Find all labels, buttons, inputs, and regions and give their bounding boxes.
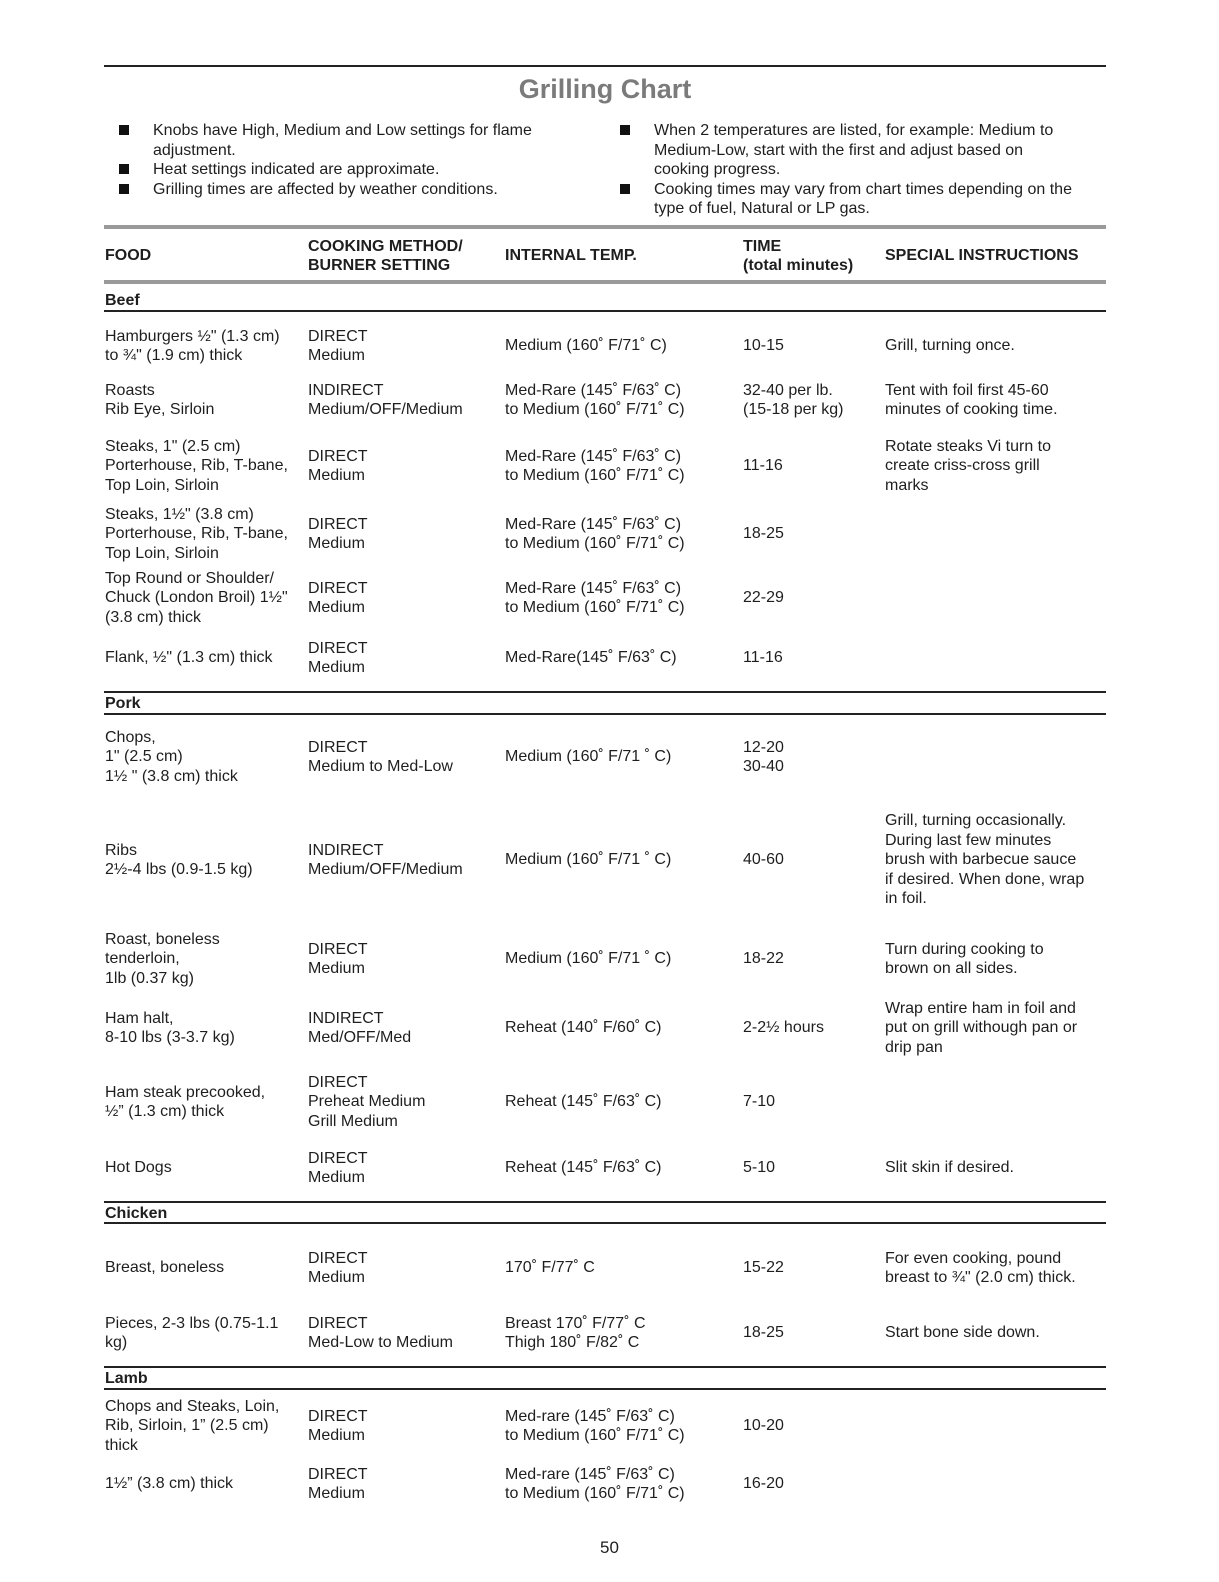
- page-number: 50: [600, 1538, 619, 1557]
- time-text: 15-22: [743, 1259, 784, 1277]
- method-text: DIRECT Medium: [308, 579, 368, 616]
- cell-instructions: [885, 1396, 1105, 1456]
- method-text: DIRECT Medium: [308, 1465, 368, 1502]
- cell-instructions: [885, 1072, 1105, 1132]
- cell-method: [308, 929, 503, 989]
- food-text: Roasts Rib Eye, Sirloin: [105, 381, 215, 418]
- cell-food: [105, 504, 305, 564]
- time-text: 22-29: [743, 589, 784, 607]
- cell-method: [308, 1464, 503, 1504]
- cell-method: [308, 810, 503, 910]
- method-text: DIRECT Medium: [308, 447, 368, 484]
- section-rule: [104, 1222, 1106, 1224]
- cell-time: [743, 727, 883, 787]
- cell-instructions: [885, 1148, 1105, 1188]
- instructions-text: Grill, turning occasionally. During last few minutes brush with barbecue sauce if desired. When done, wrap in foil.: [885, 812, 1085, 908]
- time-text: 11-16: [743, 649, 783, 667]
- cell-temp: [505, 998, 740, 1058]
- method-text: DIRECT Medium: [308, 515, 368, 552]
- cell-method: [308, 568, 503, 628]
- food-text: Ham halt, 8-10 lbs (3-3.7 kg): [105, 1009, 235, 1046]
- cell-method: [308, 727, 503, 787]
- cell-temp: [505, 638, 740, 678]
- bullet-square-icon: [119, 184, 129, 194]
- cell-time: [743, 326, 883, 366]
- cell-food: [105, 727, 305, 787]
- cell-method: [308, 380, 503, 420]
- section-header: Pork: [105, 695, 141, 712]
- temp-text: Med-rare (145˚ F/63˚ C) to Medium (160˚ F/71˚ C): [505, 1465, 685, 1502]
- time-text: 18-22: [743, 950, 784, 968]
- temp-text: Med-Rare(145˚ F/63˚ C): [505, 649, 677, 667]
- food-text: Chops, 1" (2.5 cm) 1½ " (3.8 cm) thick: [105, 728, 238, 785]
- note-item: When 2 temperatures are listed, for example: Medium to Medium-Low, start with the first and adjust based on cooking progress.: [605, 121, 1105, 180]
- instructions-text: For even cooking, pound breast to ¾" (2.0 cm) thick.: [885, 1249, 1076, 1286]
- cell-instructions: [885, 810, 1105, 910]
- cell-food: [105, 929, 305, 989]
- temp-text: Reheat (145˚ F/63˚ C): [505, 1093, 662, 1111]
- food-text: 1½” (3.8 cm) thick: [105, 1475, 234, 1493]
- temp-text: Medium (160˚ F/71 ˚ C): [505, 748, 672, 766]
- top-rule: [104, 65, 1106, 67]
- cell-instructions: [885, 638, 1105, 678]
- method-text: INDIRECT Medium/OFF/Medium: [308, 841, 463, 878]
- cell-time: [743, 998, 883, 1058]
- cell-time: [743, 929, 883, 989]
- temp-text: Medium (160˚ F/71 ˚ C): [505, 851, 672, 869]
- section-end-rule: [104, 691, 1106, 693]
- time-text: 2-2½ hours: [743, 1019, 824, 1037]
- cell-temp: [505, 1464, 740, 1504]
- food-text: Hamburgers ½" (1.3 cm) to ¾" (1.9 cm) thick: [105, 327, 280, 364]
- time-text: 10-15: [743, 337, 784, 355]
- food-text: Steaks, 1½" (3.8 cm) Porterhouse, Rib, T-bane, Top Loin, Sirloin: [105, 505, 288, 562]
- temp-text: Reheat (140˚ F/60˚ C): [505, 1019, 662, 1037]
- instructions-text: Rotate steaks Vi turn to create criss-cross grill marks: [885, 437, 1052, 494]
- cell-method: [308, 1148, 503, 1188]
- instructions-text: Wrap entire ham in foil and put on grill withough pan or drip pan: [885, 999, 1078, 1056]
- cell-method: [308, 326, 503, 366]
- cell-instructions: [885, 727, 1105, 787]
- cell-food: [105, 1072, 305, 1132]
- cell-instructions: [885, 504, 1105, 564]
- temp-text: Reheat (145˚ F/63˚ C): [505, 1159, 662, 1177]
- cell-temp: [505, 810, 740, 910]
- cell-method: [308, 1313, 503, 1353]
- col-header-time: TIME (total minutes): [743, 237, 854, 274]
- cell-food: [105, 568, 305, 628]
- cell-method: [308, 1072, 503, 1132]
- section-rule: [104, 713, 1106, 715]
- food-text: Hot Dogs: [105, 1159, 172, 1177]
- cell-temp: [505, 380, 740, 420]
- section-rule: [104, 1388, 1106, 1390]
- time-text: 16-20: [743, 1475, 784, 1493]
- cell-food: [105, 1396, 305, 1456]
- cell-time: [743, 1248, 883, 1288]
- time-text: 5-10: [743, 1159, 776, 1177]
- instructions-text: Start bone side down.: [885, 1324, 1040, 1342]
- time-text: 10-20: [743, 1417, 784, 1435]
- col-header-method: COOKING METHOD/ BURNER SETTING: [308, 237, 463, 274]
- cell-instructions: [885, 1248, 1105, 1288]
- cell-time: [743, 1464, 883, 1504]
- cell-instructions: [885, 380, 1105, 420]
- food-text: Ribs 2½-4 lbs (0.9-1.5 kg): [105, 841, 253, 878]
- cell-method: [308, 504, 503, 564]
- section-end-rule: [104, 1366, 1106, 1368]
- food-text: Top Round or Shoulder/ Chuck (London Broil) 1½" (3.8 cm) thick: [105, 569, 288, 626]
- page-title: Grilling Chart: [518, 74, 692, 104]
- temp-text: Med-Rare (145˚ F/63˚ C) to Medium (160˚ F/71˚ C): [505, 579, 685, 616]
- section-header: Chicken: [105, 1205, 168, 1222]
- food-text: Ham steak precooked, ½” (1.3 cm) thick: [105, 1083, 266, 1120]
- method-text: DIRECT Medium: [308, 327, 368, 364]
- instructions-text: Turn during cooking to brown on all sides.: [885, 940, 1044, 977]
- cell-temp: [505, 1396, 740, 1456]
- cell-temp: [505, 436, 740, 496]
- method-text: DIRECT Medium to Med-Low: [308, 738, 453, 775]
- cell-method: [308, 998, 503, 1058]
- cell-food: [105, 1464, 305, 1504]
- time-text: 40-60: [743, 851, 784, 869]
- cell-food: [105, 638, 305, 678]
- notes-left: [104, 121, 574, 199]
- note-item: Cooking times may vary from chart times depending on the type of fuel, Natural or LP gas.: [605, 180, 1105, 219]
- bullet-square-icon: [119, 125, 129, 135]
- temp-text: Medium (160˚ F/71 ˚ C): [505, 950, 672, 968]
- cell-time: [743, 1313, 883, 1353]
- cell-temp: [505, 1148, 740, 1188]
- time-text: 18-25: [743, 1324, 784, 1342]
- cell-temp: [505, 504, 740, 564]
- cell-time: [743, 1148, 883, 1188]
- instructions-text: Tent with foil first 45-60 minutes of cooking time.: [885, 381, 1058, 418]
- cell-food: [105, 1313, 305, 1353]
- temp-text: Medium (160˚ F/71˚ C): [505, 337, 667, 355]
- time-text: 32-40 per lb. (15-18 per kg): [743, 381, 844, 418]
- col-header-food: FOOD: [105, 247, 152, 265]
- cell-temp: [505, 929, 740, 989]
- cell-method: [308, 1248, 503, 1288]
- header-rule-top: [104, 225, 1106, 229]
- bullet-square-icon: [620, 184, 630, 194]
- cell-food: [105, 326, 305, 366]
- method-text: DIRECT Med-Low to Medium: [308, 1314, 453, 1351]
- method-text: DIRECT Medium: [308, 639, 368, 676]
- method-text: DIRECT Medium: [308, 1407, 368, 1444]
- temp-text: Med-Rare (145˚ F/63˚ C) to Medium (160˚ F/71˚ C): [505, 381, 685, 418]
- method-text: INDIRECT Med/OFF/Med: [308, 1009, 412, 1046]
- cell-instructions: [885, 929, 1105, 989]
- cell-instructions: [885, 1313, 1105, 1353]
- food-text: Steaks, 1" (2.5 cm) Porterhouse, Rib, T-bane, Top Loin, Sirloin: [105, 437, 288, 494]
- food-text: Roast, boneless tenderloin, 1lb (0.37 kg): [105, 930, 220, 987]
- col-header-instructions: SPECIAL INSTRUCTIONS: [885, 247, 1079, 265]
- cell-method: [308, 638, 503, 678]
- bullet-square-icon: [119, 164, 129, 174]
- instructions-text: Slit skin if desired.: [885, 1159, 1014, 1177]
- time-text: 18-25: [743, 525, 784, 543]
- cell-time: [743, 1072, 883, 1132]
- cell-instructions: [885, 436, 1105, 496]
- temp-text: Med-Rare (145˚ F/63˚ C) to Medium (160˚ F/71˚ C): [505, 447, 685, 484]
- cell-temp: [505, 1072, 740, 1132]
- cell-method: [308, 1396, 503, 1456]
- cell-instructions: [885, 1464, 1105, 1504]
- note-item: Knobs have High, Medium and Low settings for flame adjustment.: [104, 121, 574, 160]
- method-text: DIRECT Medium: [308, 940, 368, 977]
- note-item: Heat settings indicated are approximate.: [104, 160, 574, 180]
- cell-temp: [505, 727, 740, 787]
- cell-time: [743, 1396, 883, 1456]
- cell-temp: [505, 568, 740, 628]
- temp-text: Med-Rare (145˚ F/63˚ C) to Medium (160˚ F/71˚ C): [505, 515, 685, 552]
- header-rule-bottom: [104, 280, 1106, 284]
- cell-instructions: [885, 326, 1105, 366]
- temp-text: Med-rare (145˚ F/63˚ C) to Medium (160˚ F/71˚ C): [505, 1407, 685, 1444]
- time-text: 11-16: [743, 457, 783, 475]
- section-header: Beef: [105, 292, 140, 309]
- cell-time: [743, 380, 883, 420]
- method-text: DIRECT Medium: [308, 1249, 368, 1286]
- cell-food: [105, 810, 305, 910]
- cell-food: [105, 436, 305, 496]
- col-header-temp: INTERNAL TEMP.: [505, 247, 637, 265]
- cell-time: [743, 810, 883, 910]
- section-rule: [104, 310, 1106, 312]
- food-text: Chops and Steaks, Loin, Rib, Sirloin, 1” (2.5 cm) thick: [105, 1397, 280, 1454]
- food-text: Breast, boneless: [105, 1259, 225, 1277]
- instructions-text: Grill, turning once.: [885, 337, 1015, 355]
- cell-time: [743, 436, 883, 496]
- cell-method: [308, 436, 503, 496]
- cell-instructions: [885, 998, 1105, 1058]
- cell-food: [105, 1248, 305, 1288]
- cell-food: [105, 1148, 305, 1188]
- cell-food: [105, 380, 305, 420]
- time-text: 7-10: [743, 1093, 776, 1111]
- temp-text: Breast 170˚ F/77˚ C Thigh 180˚ F/82˚ C: [505, 1314, 646, 1351]
- notes-right: [605, 121, 1105, 219]
- note-item: Grilling times are affected by weather conditions.: [104, 180, 574, 200]
- cell-instructions: [885, 568, 1105, 628]
- cell-time: [743, 504, 883, 564]
- section-end-rule: [104, 1201, 1106, 1203]
- food-text: Pieces, 2-3 lbs (0.75-1.1 kg): [105, 1314, 279, 1351]
- method-text: DIRECT Medium: [308, 1149, 368, 1186]
- cell-food: [105, 998, 305, 1058]
- cell-time: [743, 638, 883, 678]
- bullet-square-icon: [620, 125, 630, 135]
- cell-temp: [505, 326, 740, 366]
- time-text: 12-20 30-40: [743, 738, 784, 775]
- food-text: Flank, ½" (1.3 cm) thick: [105, 649, 273, 667]
- section-header: Lamb: [105, 1370, 148, 1387]
- cell-temp: [505, 1313, 740, 1353]
- method-text: DIRECT Preheat Medium Grill Medium: [308, 1073, 426, 1130]
- cell-temp: [505, 1248, 740, 1288]
- method-text: INDIRECT Medium/OFF/Medium: [308, 381, 463, 418]
- temp-text: 170˚ F/77˚ C: [505, 1259, 595, 1277]
- cell-time: [743, 568, 883, 628]
